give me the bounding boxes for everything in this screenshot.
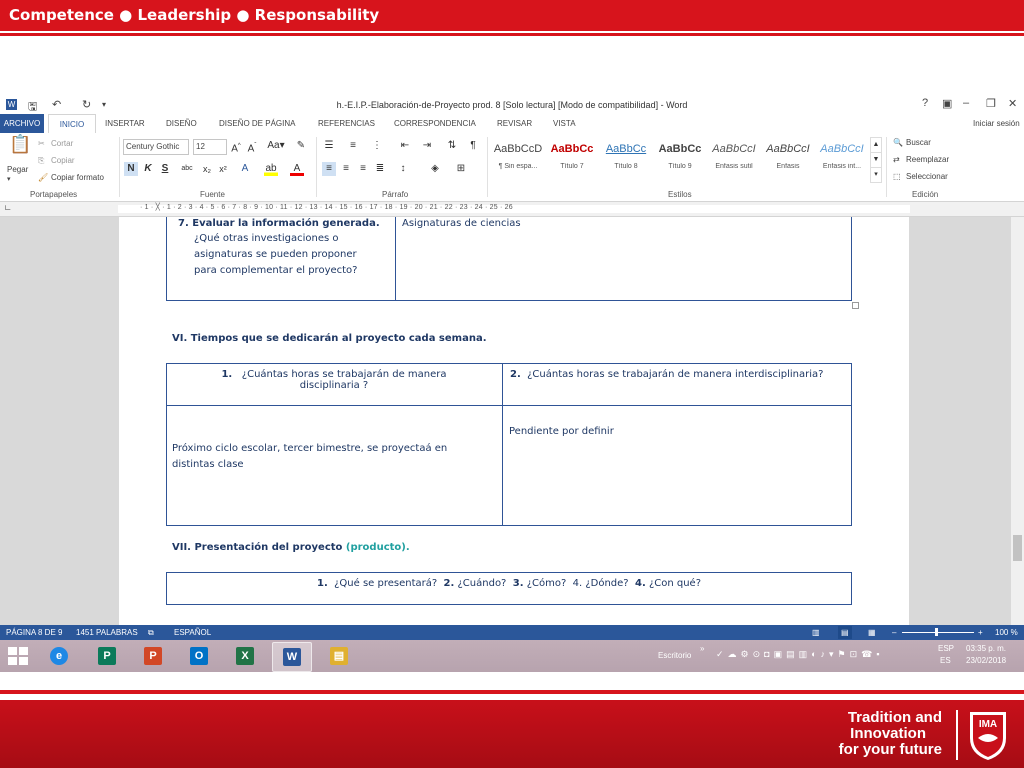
- tab-archivo[interactable]: ARCHIVO: [0, 114, 44, 133]
- language-indicator[interactable]: ESPAÑOL: [174, 628, 212, 637]
- read-mode-icon[interactable]: ▥: [812, 628, 820, 637]
- word-count[interactable]: 1451 PALABRAS: [76, 628, 138, 637]
- font-color-icon[interactable]: A: [290, 162, 304, 176]
- highlight-icon[interactable]: ab: [265, 163, 277, 174]
- align-right-icon[interactable]: ≡: [360, 163, 366, 174]
- windows-taskbar: [0, 640, 1024, 672]
- tray-icons[interactable]: ✓☁⚙⊙◘▣▤▥◐♪▾⚑⊡☎▪: [716, 649, 884, 659]
- sort-icon[interactable]: ⇅: [447, 140, 457, 151]
- copy-button[interactable]: Copiar: [51, 156, 75, 165]
- replace-button[interactable]: Reemplazar: [906, 155, 950, 164]
- decrease-indent-icon[interactable]: ⇤: [400, 140, 410, 151]
- superscript-icon[interactable]: x²: [219, 164, 227, 174]
- excel-icon[interactable]: X: [226, 642, 264, 670]
- slide-header: [0, 0, 1024, 31]
- powerpoint-icon[interactable]: P: [134, 642, 172, 670]
- tab-insertar[interactable]: INSERTAR: [105, 119, 145, 128]
- zoom-in-icon[interactable]: +: [978, 628, 983, 637]
- paste-dropdown-icon[interactable]: ▾: [7, 176, 11, 183]
- customize-toolbar-icon[interactable]: ▾: [102, 100, 107, 109]
- justify-icon[interactable]: ≣: [375, 163, 385, 174]
- word-app-icon[interactable]: W: [7, 100, 16, 109]
- question-1-cell: 1. ¿Cuántas horas se trabajarán de manera disciplinaria ?: [221, 369, 447, 391]
- group-label-paragraph: Párrafo: [382, 190, 409, 199]
- select-button[interactable]: Seleccionar: [906, 172, 948, 181]
- tab-selector-icon[interactable]: ∟: [4, 203, 12, 212]
- windows-start-icon[interactable]: [8, 647, 28, 665]
- help-button[interactable]: ?: [922, 97, 929, 109]
- zoom-out-icon[interactable]: –: [892, 628, 897, 637]
- logo-text: IMA: [978, 719, 998, 730]
- outlook-icon[interactable]: O: [180, 642, 218, 670]
- zoom-slider[interactable]: [902, 632, 974, 633]
- bullets-icon[interactable]: ☰: [324, 140, 334, 151]
- shading-icon[interactable]: ◈: [431, 163, 439, 174]
- shrink-font-icon[interactable]: $A^ˇ$: [247, 143, 257, 155]
- tab-correspondencia[interactable]: CORRESPONDENCIA: [394, 119, 476, 128]
- borders-icon[interactable]: ⊞: [456, 163, 466, 174]
- ribbon: [0, 133, 1024, 202]
- grow-font-icon[interactable]: A^: [231, 143, 241, 155]
- font-name-dropdown[interactable]: Century Gothic: [123, 139, 189, 155]
- page-count[interactable]: PÁGINA 8 DE 9: [6, 628, 63, 637]
- tab-referencias[interactable]: REFERENCIAS: [318, 119, 375, 128]
- word-taskbar-icon[interactable]: W: [272, 642, 312, 672]
- footer-motto: Tradition and Innovation for your future: [838, 709, 942, 758]
- copy-icon: ⎘: [38, 156, 45, 165]
- styles-more-icon[interactable]: ▾: [870, 167, 882, 183]
- format-painter-icon: 🖌: [38, 173, 49, 182]
- group-label-editing: Edición: [912, 190, 939, 199]
- proofing-icon[interactable]: ⧉: [148, 628, 154, 637]
- increase-indent-icon[interactable]: ⇥: [422, 140, 432, 151]
- minimize-icon[interactable]: –: [963, 97, 970, 109]
- text-effects-icon[interactable]: A: [241, 163, 249, 174]
- ruler-numbers: · 1 · ╳ · 1 · 2 · 3 · 4 · 5 · 6 · 7 · 8 · 9 · 10 · 11 · 12 · 13 · 14 · 15 · 16 · 17 · 18 · 19 · 20 · 21 · 22 · 23 · 24 · 25 · 26: [140, 204, 513, 211]
- header-tagline: Competence ● Leadership ● Responsability: [9, 6, 380, 24]
- tab-revisar[interactable]: REVISAR: [497, 119, 533, 128]
- tab-vista[interactable]: VISTA: [553, 119, 576, 128]
- numbering-icon[interactable]: ≡: [350, 140, 356, 151]
- status-bar: [0, 625, 1024, 640]
- tab-diseno-pagina[interactable]: DISEÑO DE PÁGINA: [219, 119, 296, 128]
- word-window: [0, 96, 1024, 672]
- presentation-questions: 1. ¿Qué se presentará? 2. ¿Cuándo? 3. ¿Cómo? 4. ¿Dónde? 4. ¿Con qué?: [316, 578, 702, 589]
- line-spacing-icon[interactable]: ↕: [400, 163, 406, 174]
- answer-1-cell: Próximo ciclo escolar, tercer bimestre, se proyectaá en distintas clase: [172, 443, 448, 470]
- strikethrough-icon[interactable]: abc: [181, 165, 193, 172]
- print-layout-icon[interactable]: ▤: [838, 626, 852, 639]
- question-2-cell: 2. ¿Cuántas horas se trabajarán de manera interdisciplinaria?: [510, 369, 824, 380]
- bold-button[interactable]: N: [124, 162, 138, 176]
- web-layout-icon[interactable]: ▦: [868, 628, 876, 637]
- find-icon: 🔍: [893, 138, 903, 147]
- title-bar: [0, 96, 1024, 114]
- tab-diseno[interactable]: DISEÑO: [166, 119, 197, 128]
- cut-button[interactable]: Cortar: [51, 139, 74, 148]
- tab-inicio[interactable]: INICIO: [48, 114, 96, 134]
- eval-heading: 7. Evaluar la información generada.: [178, 218, 380, 229]
- underline-button[interactable]: S: [161, 163, 169, 174]
- file-explorer-icon[interactable]: ▤: [320, 642, 358, 670]
- style-titulo-9[interactable]: AaBbCc Título 9: [658, 143, 702, 170]
- vertical-scrollbar[interactable]: [1011, 217, 1024, 625]
- clock-date[interactable]: 23/02/2018: [966, 656, 1007, 665]
- format-painter-button[interactable]: Copiar formato: [51, 173, 104, 182]
- styles-scroll-up-icon[interactable]: ▲: [870, 137, 882, 153]
- undo-icon[interactable]: ↶: [52, 99, 62, 111]
- style-enfasis-intenso[interactable]: AaBbCcI Énfasis int...: [820, 143, 864, 170]
- style-titulo-8[interactable]: AaBbCc Título 8: [605, 143, 647, 170]
- header-divider: [0, 33, 1024, 36]
- footer-divider: [0, 690, 1024, 694]
- toolbar-expand-icon[interactable]: »: [700, 644, 705, 653]
- save-icon[interactable]: 🖫: [28, 101, 38, 113]
- style-enfasis[interactable]: AaBbCcI Énfasis: [766, 143, 810, 170]
- paste-icon[interactable]: 📋: [9, 134, 32, 154]
- group-label-styles: Estilos: [668, 190, 692, 199]
- document-page[interactable]: [119, 217, 909, 625]
- group-separator: [487, 137, 488, 197]
- eval-question-line: ¿Qué otras investigaciones o: [194, 233, 339, 244]
- find-button[interactable]: Buscar: [906, 138, 931, 147]
- answer-2-cell: Pendiente por definir: [509, 426, 614, 437]
- eval-question-line: para complementar el proyecto?: [194, 265, 358, 276]
- keyboard-code[interactable]: ES: [940, 656, 951, 665]
- group-separator: [316, 137, 317, 197]
- align-center-icon[interactable]: ≡: [343, 163, 349, 174]
- cut-icon: ✂: [38, 139, 45, 148]
- clear-formatting-icon[interactable]: ✎: [296, 140, 306, 151]
- language-code[interactable]: ESP: [938, 644, 955, 653]
- ima-logo: [966, 708, 1010, 762]
- ribbon-tabs: [0, 114, 1024, 134]
- group-separator: [119, 137, 120, 197]
- zoom-slider-thumb[interactable]: [935, 628, 938, 636]
- scroll-thumb[interactable]: [1013, 535, 1022, 561]
- styles-scroll-down-icon[interactable]: ▼: [870, 152, 882, 168]
- replace-icon: ⇄: [893, 155, 900, 164]
- change-case-icon[interactable]: Aa▾: [267, 140, 285, 151]
- restore-icon[interactable]: ❐: [986, 98, 996, 110]
- style-no-spacing[interactable]: AaBbCcD ¶ Sin espa...: [493, 143, 543, 170]
- group-separator: [886, 137, 887, 197]
- ribbon-display-icon[interactable]: ▣: [942, 98, 953, 110]
- zoom-level[interactable]: 100 %: [995, 628, 1018, 637]
- document-area: [0, 217, 1011, 625]
- publisher-icon[interactable]: P: [88, 642, 126, 670]
- slide-footer: [0, 700, 1024, 768]
- group-label-font: Fuente: [200, 190, 225, 199]
- show-marks-icon[interactable]: ¶: [470, 140, 476, 151]
- multilevel-list-icon[interactable]: ⋮: [372, 140, 382, 151]
- group-label-clipboard: Portapapeles: [30, 190, 78, 199]
- style-enfasis-sutil[interactable]: AaBbCcI Énfasis sutil: [712, 143, 756, 170]
- clock-time[interactable]: 03:35 p. m.: [966, 644, 1007, 653]
- document-title: h.-E.I.P.-Elaboración-de-Proyecto prod. 8 [Solo lectura] [Modo de compatibilidad] - Word: [336, 100, 688, 110]
- redo-icon[interactable]: ↻: [82, 99, 92, 111]
- select-icon: ⬚: [893, 172, 901, 181]
- paste-button[interactable]: Pegar: [7, 165, 29, 174]
- eval-answer: Asignaturas de ciencias: [402, 218, 521, 229]
- internet-explorer-icon[interactable]: e: [40, 642, 78, 670]
- desktop-toolbar-label[interactable]: Escritorio: [658, 651, 692, 660]
- section-vi-title: VI. Tiempos que se dedicarán al proyecto cada semana.: [172, 333, 487, 344]
- signin-link[interactable]: Iniciar sesión: [973, 119, 1020, 128]
- horizontal-ruler[interactable]: [0, 202, 1024, 217]
- style-titulo-7[interactable]: AaBbCc Título 7: [550, 143, 594, 170]
- section-vii-title: VII. Presentación del proyecto (producto).: [172, 542, 410, 553]
- close-icon[interactable]: ✕: [1008, 98, 1018, 110]
- table-resize-handle[interactable]: [852, 302, 859, 309]
- subscript-icon[interactable]: x₂: [203, 164, 211, 174]
- italic-button[interactable]: K: [144, 163, 152, 174]
- font-size-dropdown[interactable]: 12: [193, 139, 227, 155]
- align-left-icon[interactable]: ≡: [322, 162, 336, 176]
- eval-question-line: asignaturas se pueden proponer: [194, 249, 357, 260]
